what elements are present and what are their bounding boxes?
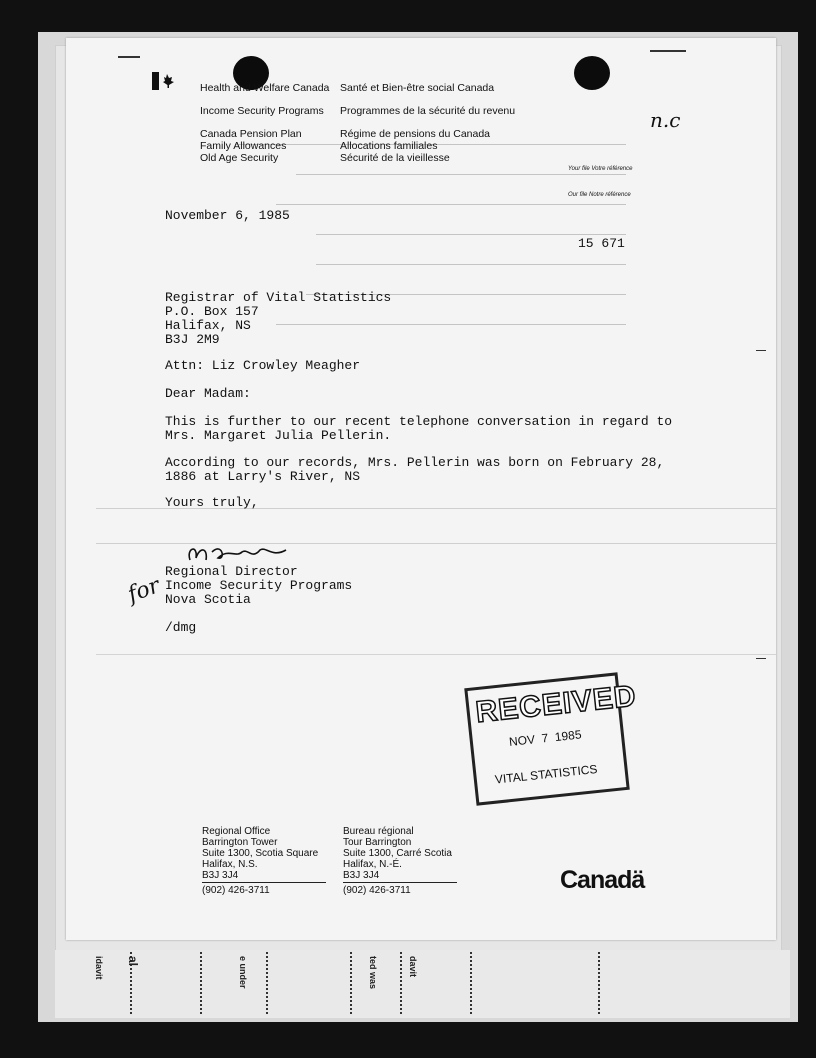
dotted-column	[266, 952, 268, 1014]
edge-mark	[118, 56, 140, 58]
canada-wordmark: Canadä	[560, 866, 645, 894]
paragraph-2-line: According to our records, Mrs. Pellerin was born on February 28,	[165, 455, 665, 470]
letterhead-program: Income Security Programs	[200, 105, 324, 117]
strip-label: idavit	[94, 956, 104, 980]
recipient-line: B3J 2M9	[165, 332, 220, 347]
salutation: Dear Madam:	[165, 386, 251, 401]
dotted-column	[200, 952, 202, 1014]
footer-building: Barrington Tower	[202, 837, 278, 848]
our-file-label: Our file Notre référence	[568, 192, 631, 198]
paragraph-1-line: This is further to our recent telephone conversation in regard to	[165, 414, 673, 429]
dotted-column	[470, 952, 472, 1014]
strip-label: al	[126, 956, 140, 967]
letter-date: November 6, 1985	[165, 208, 290, 223]
received-stamp	[464, 672, 639, 805]
stamp-date: NOV 7 1985	[508, 727, 583, 749]
footer-phone-fr: (902) 426-3711	[343, 885, 411, 896]
footer-divider	[343, 882, 457, 883]
handwritten-for-mark: for	[124, 573, 164, 608]
letterhead-fa-fr: Allocations familiales	[340, 140, 438, 152]
letterhead-cpp-fr: Régime de pensions du Canada	[340, 128, 491, 140]
signatory-title: Regional Director	[165, 564, 298, 579]
letterhead-cpp: Canada Pension Plan	[200, 128, 302, 140]
recipient-line: P.O. Box 157	[165, 304, 259, 319]
letterhead-dept: Health and Welfare Canada	[200, 82, 330, 94]
paragraph-1-line: Mrs. Margaret Julia Pellerin.	[165, 428, 392, 443]
recipient-line: Halifax, NS	[165, 318, 251, 333]
footer-divider	[202, 882, 326, 883]
edge-mark	[756, 658, 766, 659]
letterhead-program-fr: Programmes de la sécurité du revenu	[340, 105, 516, 117]
footer-city-fr: Halifax, N.-É.	[343, 859, 402, 870]
footer-building-fr: Tour Barrington	[343, 837, 412, 848]
file-number: 15 671	[578, 236, 625, 251]
footer-postal-fr: B3J 3J4	[343, 870, 380, 881]
footer-city: Halifax, N.S.	[202, 859, 258, 870]
dotted-column	[350, 952, 352, 1014]
handwritten-initials: n.c	[650, 108, 681, 132]
signatory-region: Nova Scotia	[165, 592, 251, 607]
dotted-column	[400, 952, 402, 1014]
footer-suite: Suite 1300, Scotia Square	[202, 848, 319, 859]
typist-initials: /dmg	[165, 620, 197, 635]
letterhead-oas: Old Age Security	[200, 152, 279, 164]
stamp-vital-statistics: VITAL STATISTICS	[494, 761, 599, 787]
footer-suite-fr: Suite 1300, Carré Scotia	[343, 848, 452, 859]
your-file-label: Your file Votre référence	[568, 166, 633, 172]
punch-hole	[574, 56, 610, 90]
edge-mark	[756, 350, 766, 351]
recipient-line: Registrar of Vital Statistics	[165, 290, 392, 305]
dotted-column	[598, 952, 600, 1014]
footer-phone: (902) 426-3711	[202, 885, 270, 896]
letterhead-fa: Family Allowances	[200, 140, 287, 152]
strip-label: ted was	[368, 956, 378, 990]
letterhead-dept-fr: Santé et Bien-être social Canada	[340, 82, 495, 94]
canada-flag-icon	[152, 72, 182, 90]
attention-line: Attn: Liz Crowley Meagher	[165, 358, 361, 373]
paragraph-2-line: 1886 at Larry's River, NS	[165, 469, 361, 484]
strip-label: davit	[408, 956, 418, 978]
bottom-document-strip	[55, 950, 790, 1018]
edge-mark	[650, 50, 686, 52]
footer-office: Regional Office	[202, 826, 271, 837]
letter-page	[66, 38, 776, 940]
closing: Yours truly,	[165, 495, 259, 510]
stamp-received: RECEIVED	[474, 679, 639, 730]
strip-label: e under	[238, 956, 248, 989]
footer-postal: B3J 3J4	[202, 870, 239, 881]
signatory-program: Income Security Programs	[165, 578, 353, 593]
letterhead-oas-fr: Sécurité de la vieillesse	[340, 152, 450, 164]
footer-office-fr: Bureau régional	[343, 826, 414, 837]
